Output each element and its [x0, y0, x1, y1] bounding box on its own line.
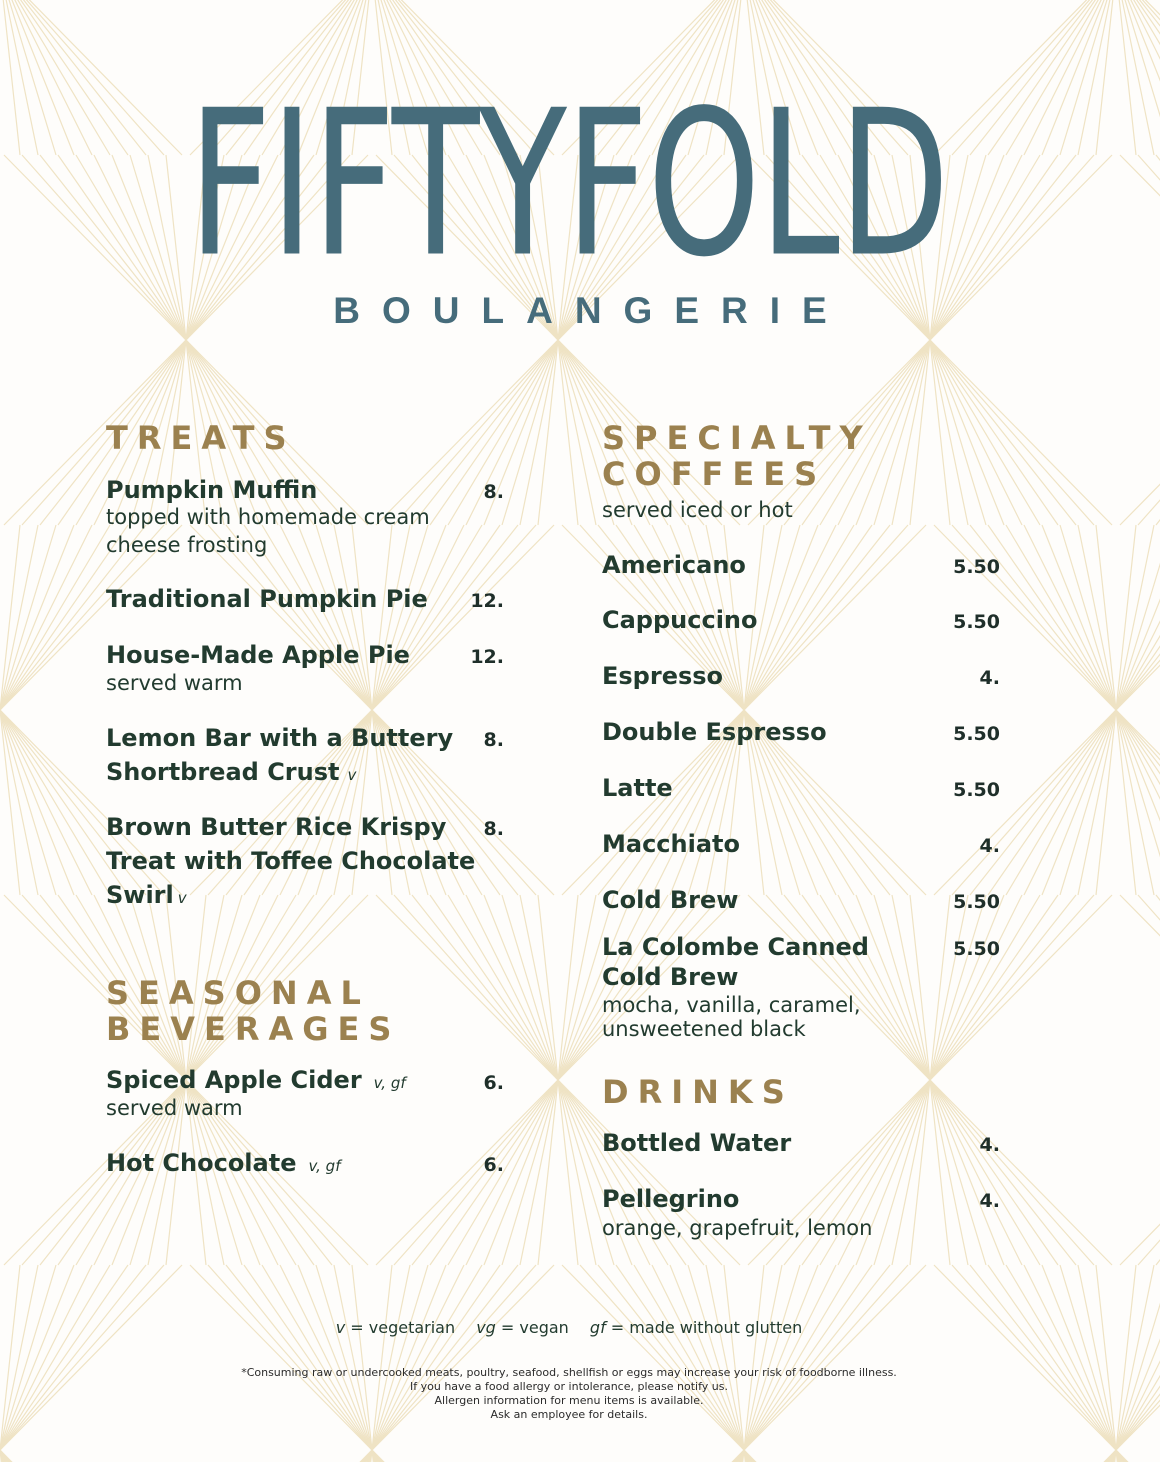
legend-abbr: v	[335, 1318, 346, 1337]
menu-item-name: Treat with Toffee Chocolate	[106, 847, 476, 875]
menu-item-price: 12.	[470, 590, 504, 612]
menu-item-price: 8.	[483, 818, 504, 840]
allergen-disclaimer	[0, 1366, 1138, 1422]
menu-item-name: Lemon Bar with a Buttery	[106, 724, 454, 752]
menu-item-name: Cold Brew	[602, 963, 739, 991]
pattern-line	[1156, 340, 1160, 525]
coffees-heading-line: SPECIALTY	[602, 419, 872, 457]
disclaimer-line: Ask an employee for details.	[490, 1408, 648, 1421]
drinks-heading: DRINKS	[602, 1073, 794, 1111]
coffees-subheading: served iced or hot	[602, 498, 793, 522]
disclaimer-line: Allergen information for menu items is available.	[434, 1394, 704, 1407]
legend-entry	[336, 1318, 455, 1337]
legend-entry	[476, 1318, 569, 1337]
dietary-tag: v	[177, 889, 187, 907]
legend-text: = made without glutten	[605, 1318, 803, 1337]
seasonal-heading-line: SEASONAL	[106, 974, 370, 1012]
menu-item-name: Double Espresso	[602, 718, 827, 746]
brand-name: FIFTYFOLD	[189, 68, 949, 301]
menu-item-price: 4.	[979, 1134, 1000, 1156]
menu-item-price: 12.	[470, 646, 504, 668]
brand-subtitle: BOULANGERIE	[333, 290, 849, 331]
pattern-line	[1156, 1080, 1160, 1265]
seasonal-heading-line: BEVERAGES	[106, 1010, 401, 1048]
legend-text: = vegan	[495, 1318, 569, 1337]
menu-item-name: Cold Brew	[602, 886, 739, 914]
menu-item-description: mocha, vanilla, caramel,	[602, 993, 861, 1017]
dietary-legend	[0, 1318, 1138, 1337]
menu-item-name-text: Hot Chocolate	[106, 1149, 297, 1177]
menu-item-name: Macchiato	[602, 830, 740, 858]
treats-heading: TREATS	[106, 419, 296, 457]
menu-item-name-text: Spiced Apple Cider	[106, 1066, 362, 1094]
menu-item-description: cheese frosting	[106, 533, 268, 557]
menu-item-price: 5.50	[953, 779, 1000, 801]
menu-item-price: 5.50	[953, 723, 1000, 745]
menu-item-name: House-Made Apple Pie	[106, 641, 410, 669]
menu-item-name: Latte	[602, 774, 673, 802]
menu-item-name-text: Swirl	[106, 881, 174, 909]
menu-item-price: 5.50	[953, 891, 1000, 913]
menu-item-price: 5.50	[953, 938, 1000, 960]
menu-item-name: Pellegrino	[602, 1185, 740, 1213]
legend-text: = vegetarian	[345, 1318, 456, 1337]
menu-item-price: 6.	[483, 1072, 504, 1094]
menu-item-name: Bottled Water	[602, 1129, 792, 1157]
menu-item-name: Cappuccino	[602, 606, 758, 634]
menu-item-description: orange, grapefruit, lemon	[602, 1216, 873, 1240]
legend-abbr: gf	[589, 1318, 606, 1337]
menu-item-name: Traditional Pumpkin Pie	[106, 585, 428, 613]
menu-item-name-line	[106, 878, 187, 915]
pattern-line	[1138, 895, 1160, 1080]
menu-item-description: served warm	[106, 1096, 243, 1120]
pattern-line	[1138, 340, 1160, 525]
brand-logo	[0, 68, 1138, 301]
menu-item-description: topped with homemade cream	[106, 505, 430, 529]
menu-item-price: 5.50	[953, 556, 1000, 578]
menu-item-price: 4.	[979, 1190, 1000, 1212]
menu-item-price: 4.	[979, 667, 1000, 689]
menu-item-name: Pumpkin Muffin	[106, 476, 318, 504]
dietary-tag: v, gf	[373, 1074, 406, 1092]
menu-item-name-line	[106, 755, 356, 792]
menu-item-name: Espresso	[602, 662, 724, 690]
dietary-tag: v	[347, 766, 357, 784]
menu-item-name: Brown Butter Rice Krispy	[106, 813, 447, 841]
pattern-line	[1156, 895, 1160, 1080]
menu-item-name: La Colombe Canned	[602, 933, 869, 961]
menu-item-price: 5.50	[953, 611, 1000, 633]
menu-item-price: 6.	[483, 1154, 504, 1176]
pattern-line	[1138, 1080, 1160, 1265]
menu-item-name-line	[106, 1146, 340, 1183]
menu-item-description: served warm	[106, 671, 243, 695]
legend-abbr: vg	[476, 1318, 496, 1337]
disclaimer-line: *Consuming raw or undercooked meats, poultry, seafood, shellfish or eggs may increase your risk of foodborne illness.	[241, 1366, 897, 1379]
menu-item-price: 4.	[979, 835, 1000, 857]
menu-item-name-text: Shortbread Crust	[106, 758, 340, 786]
coffees-heading-line: COFFEES	[602, 455, 827, 493]
disclaimer-line: If you have a food allergy or intolerance, please notify us.	[410, 1380, 728, 1393]
brand-wordmark	[179, 68, 959, 301]
dietary-tag: v, gf	[308, 1157, 341, 1175]
legend-entry	[590, 1318, 802, 1337]
menu-item-description: unsweetened black	[602, 1017, 806, 1041]
menu-item-price: 8.	[483, 481, 504, 503]
menu-item-name: Americano	[602, 551, 746, 579]
menu-item-price: 8.	[483, 729, 504, 751]
